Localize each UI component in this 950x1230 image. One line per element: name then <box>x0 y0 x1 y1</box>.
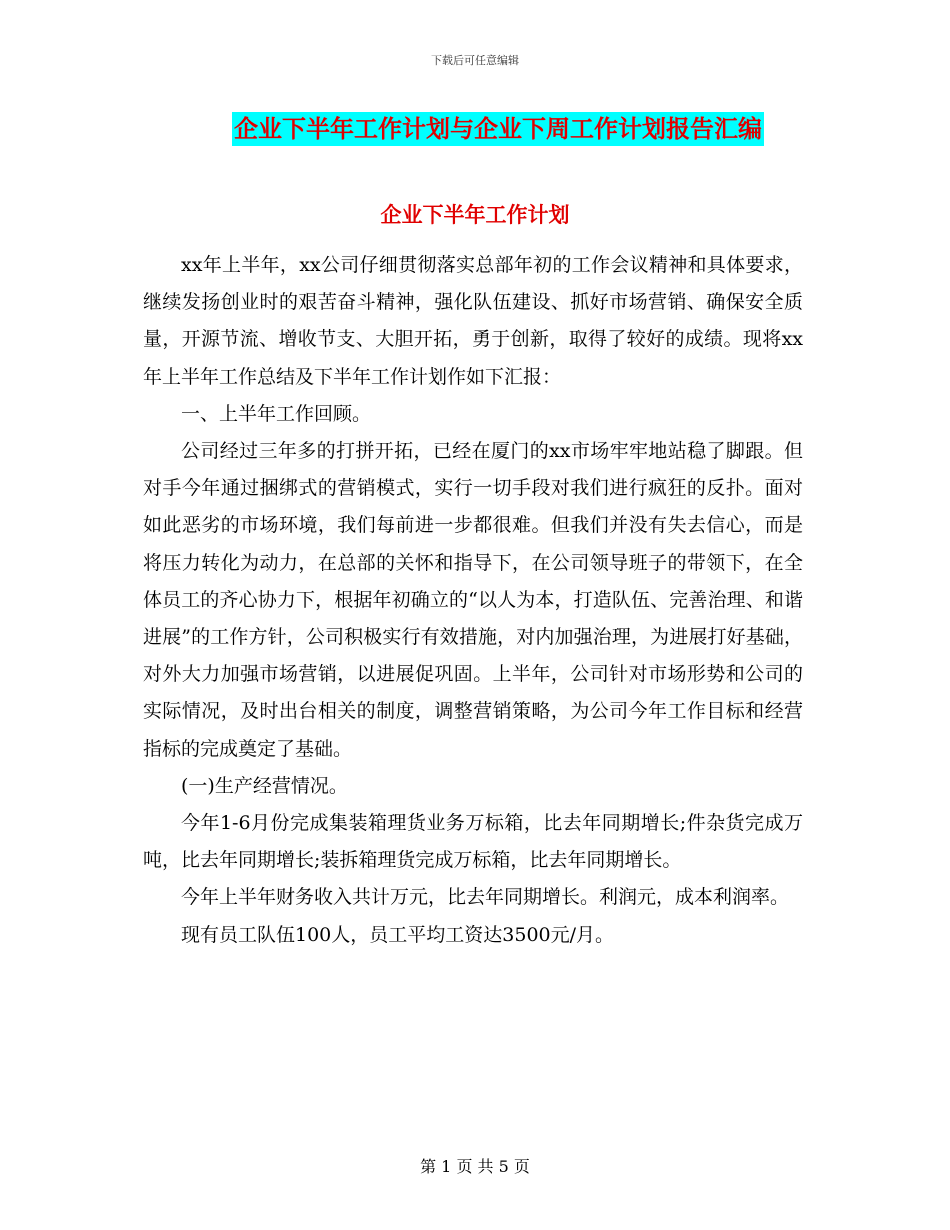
document-body <box>143 247 803 954</box>
paragraph-review: 公司经过三年多的打拼开拓，已经在厦门的xx市场牢牢地站稳了脚跟。但对手今年通过捆绑式的营销模式，实行一切手段对我们进行疯狂的反扑。面对如此恶劣的市场环境，我们每前进一步都很难。但我们并没有失去信心，而是将压力转化为动力，在总部的关怀和指导下，在公司领导班子的带领下，在全体员工的齐心协力下，根据年初确立的“以人为本，打造队伍、完善治理、和谐进展”的工作方针，公司积极实行有效措施，对内加强治理，为进展打好基础，对外大力加强市场营销，以进展促巩固。上半年，公司针对市场形势和公司的实际情况，及时出台相关的制度，调整营销策略，为公司今年工作目标和经营指标的完成奠定了基础。 <box>143 440 803 760</box>
page-header-note: 下载后可任意编辑 <box>431 54 519 67</box>
section-title: 企业下半年工作计划 <box>380 203 570 227</box>
paragraph-intro: xx年上半年，xx公司仔细贯彻落实总部年初的工作会议精神和具体要求，继续发扬创业时的艰苦奋斗精神，强化队伍建设、抓好市场营销、确保安全质量，开源节流、增收节支、大胆开拓，勇于创新，取得了较好的成绩。现将xx年上半年工作总结及下半年工作计划作如下汇报： <box>143 254 803 388</box>
heading-production: (一)生产经营情况。 <box>181 774 348 797</box>
document-title: 企业下半年工作计划与企业下周工作计划报告汇编 <box>232 112 764 146</box>
paragraph-staff: 现有员工队伍100人，员工平均工资达3500元/月。 <box>181 923 615 946</box>
paragraph-finance: 今年上半年财务收入共计万元，比去年同期增长。利润元，成本利润率。 <box>181 886 790 909</box>
page-number: 第 1 页 共 5 页 <box>420 1157 530 1176</box>
paragraph-production: 今年1-6月份完成集装箱理货业务万标箱，比去年同期增长;件杂货完成万吨，比去年同期增长;装拆箱理货完成万标箱，比去年同期增长。 <box>143 812 803 872</box>
document-title-container <box>0 112 950 146</box>
heading-review: 一、上半年工作回顾。 <box>181 402 372 425</box>
